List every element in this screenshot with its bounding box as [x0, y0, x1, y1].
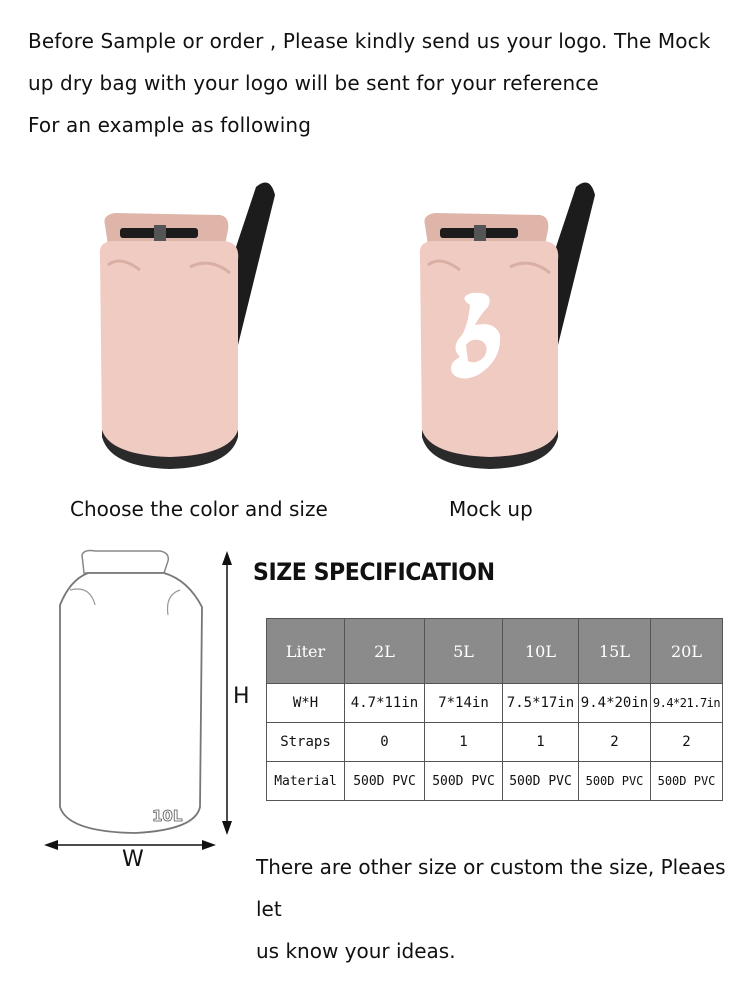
- header-cell: Liter: [267, 619, 345, 684]
- spec-title: SIZE SPECIFICATION: [253, 558, 495, 586]
- footer-text: [256, 846, 748, 972]
- caption-choose-color: Choose the color and size: [70, 497, 328, 521]
- spec-row-straps: [267, 723, 723, 762]
- spec-table: [266, 618, 723, 801]
- header-cell: 2L: [345, 619, 425, 684]
- spec-row-dimensions: [267, 684, 723, 723]
- table-cell: 9.4*20in: [579, 684, 651, 723]
- table-cell: 1: [425, 723, 503, 762]
- bag-size-label: 10L: [152, 807, 183, 825]
- header-cell: 5L: [425, 619, 503, 684]
- height-label: H: [233, 684, 250, 709]
- table-cell: 0: [345, 723, 425, 762]
- intro-text: [28, 30, 728, 156]
- header-cell: 15L: [579, 619, 651, 684]
- header-cell: 10L: [503, 619, 579, 684]
- table-cell: Straps: [267, 723, 345, 762]
- footer-line-1: There are other size or custom the size, Pleaes let: [256, 855, 726, 921]
- table-cell: 500D PVC: [345, 762, 425, 801]
- bag-photo-plain: [80, 175, 300, 475]
- size-diagram: [40, 545, 240, 865]
- table-cell: 500D PVC: [503, 762, 579, 801]
- table-cell: 500D PVC: [651, 762, 723, 801]
- width-label: W: [122, 847, 144, 872]
- table-cell: 7.5*17in: [503, 684, 579, 723]
- header-cell: 20L: [651, 619, 723, 684]
- spec-header-row: [267, 619, 723, 684]
- table-cell: 500D PVC: [425, 762, 503, 801]
- table-cell: 7*14in: [425, 684, 503, 723]
- table-cell: W*H: [267, 684, 345, 723]
- table-cell: 500D PVC: [579, 762, 651, 801]
- bag-photo-mockup: [400, 175, 620, 475]
- caption-mock-up: Mock up: [449, 497, 533, 521]
- table-cell: 2: [579, 723, 651, 762]
- spec-row-material: [267, 762, 723, 801]
- intro-line-2: up dry bag with your logo will be sent for your reference: [28, 71, 599, 95]
- table-cell: 1: [503, 723, 579, 762]
- table-cell: 4.7*11in: [345, 684, 425, 723]
- table-cell: 2: [651, 723, 723, 762]
- table-cell: Material: [267, 762, 345, 801]
- intro-line-1: Before Sample or order , Please kindly send us your logo. The Mock: [28, 29, 711, 53]
- intro-line-3: For an example as following: [28, 113, 311, 137]
- footer-line-2: us know your ideas.: [256, 939, 456, 963]
- table-cell: 9.4*21.7in: [651, 684, 723, 723]
